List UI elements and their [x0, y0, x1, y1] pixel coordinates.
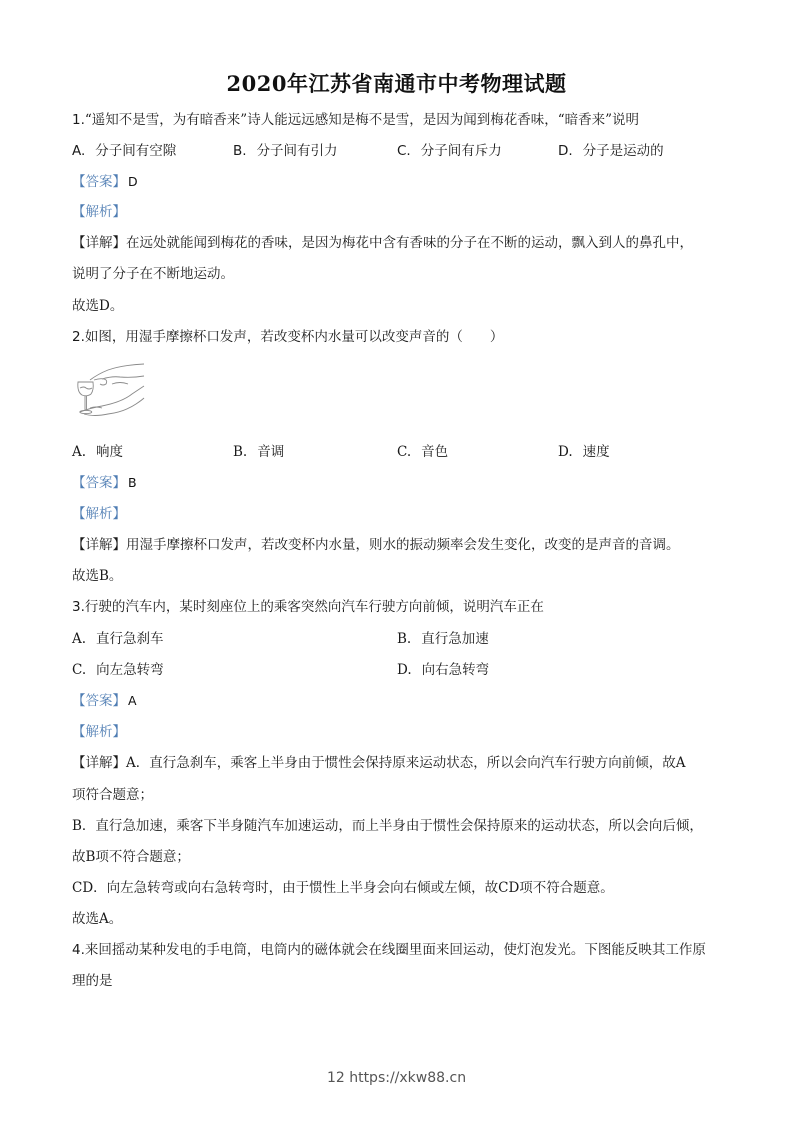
question-3-detail-line-3: B．直行急加速，乘客下半身随汽车加速运动，而上半身由于惯性会保持原来的运动状态，所以会向后倾，: [72, 818, 703, 834]
question-3-option-d: D. 向右急转弯: [397, 662, 490, 678]
question-4-stem-line-1: [72, 941, 706, 959]
question-1-analysis-label: 【解析】: [72, 204, 126, 220]
question-text: 如图，用湿手摩擦杯口发声，若改变杯内水量可以改变声音的（ ）: [84, 329, 504, 345]
question-number: 1.: [72, 112, 85, 128]
question-1-detail-line-2: 说明了分子在不断地运动。: [72, 266, 234, 282]
detail-label: 【详解】: [72, 235, 126, 251]
question-3-analysis-label: 【解析】: [72, 724, 126, 740]
question-2-option-c: C. 音色: [397, 444, 449, 460]
question-4-stem-line-2: 理的是: [72, 973, 113, 989]
question-3-detail-line-5: CD．向左急转弯或向右急转弯时，由于惯性上半身会向右倾或左倾，故CD项不符合题意。: [72, 880, 614, 896]
question-1-conclusion: 故选D。: [72, 298, 124, 314]
hand-rubbing-wine-glass-figure: [72, 362, 148, 424]
detail-label: 【详解】: [72, 755, 126, 771]
answer-value: D: [128, 174, 138, 189]
question-3-conclusion: 故选A。: [72, 911, 123, 927]
question-2-answer: [72, 474, 137, 492]
question-3-option-a: A. 直行急刹车: [72, 631, 164, 647]
question-2-detail-line-1: 【详解】用湿手摩擦杯口发声，若改变杯内水量，则水的振动频率会发生变化，改变的是声音的音调。: [72, 537, 680, 553]
question-3-detail-line-2: 项符合题意；: [72, 787, 153, 803]
question-text: 来回摇动某种发电的手电筒，电筒内的磁体就会在线圈里面来回运动，使灯泡发光。下图能反映其工作原: [84, 942, 706, 958]
question-2-option-a: A. 响度: [72, 444, 124, 460]
question-1-option-b: B. 分子间有引力: [233, 143, 338, 159]
question-number: 3.: [72, 599, 85, 615]
answer-label: 【答案】: [72, 693, 126, 709]
question-text: 行驶的汽车内，某时刻座位上的乘客突然向汽车行驶方向前倾，说明汽车正在: [84, 599, 544, 615]
question-1-option-d: D. 分子是运动的: [558, 143, 664, 159]
answer-label: 【答案】: [72, 174, 126, 190]
question-2-option-d: D. 速度: [558, 444, 610, 460]
question-2-analysis-label: 【解析】: [72, 506, 126, 522]
question-1-option-c: C. 分子间有斥力: [397, 143, 502, 159]
question-3-detail-line-4: 故B项不符合题意；: [72, 849, 190, 865]
question-number: 4.: [72, 942, 85, 958]
question-1-answer: [72, 173, 138, 191]
detail-label: 【详解】: [72, 537, 126, 553]
question-3-option-c: C. 向左急转弯: [72, 662, 164, 678]
page-footer: 12 https://xkw88.cn: [326, 1070, 467, 1086]
question-2-conclusion: 故选B。: [72, 568, 123, 584]
question-1-stem: [72, 111, 639, 129]
question-2-option-b: B. 音调: [233, 444, 285, 460]
question-3-stem: [72, 598, 544, 616]
question-text: “遥知不是雪，为有暗香来”诗人能远远感知是梅不是雪，是因为闻到梅花香味，“暗香来”说明: [84, 112, 639, 128]
question-2-stem: [72, 328, 503, 346]
answer-label: 【答案】: [72, 475, 126, 491]
answer-value: A: [128, 693, 137, 708]
question-3-detail-line-1: 【详解】A．直行急刹车，乘客上半身由于惯性会保持原来运动状态，所以会向汽车行驶方向前倾，故A: [72, 755, 686, 771]
page-title: 2020年江苏省南通市中考物理试题: [226, 71, 567, 96]
question-1-detail-line-1: 【详解】在远处就能闻到梅花的香味，是因为梅花中含有香味的分子在不断的运动，飘入到人的鼻孔中，: [72, 235, 693, 251]
question-3-answer: [72, 692, 137, 710]
question-number: 2.: [72, 329, 85, 345]
answer-value: B: [128, 475, 137, 490]
question-1-option-a: A. 分子间有空隙: [72, 143, 177, 159]
question-3-option-b: B. 直行急加速: [397, 631, 489, 647]
